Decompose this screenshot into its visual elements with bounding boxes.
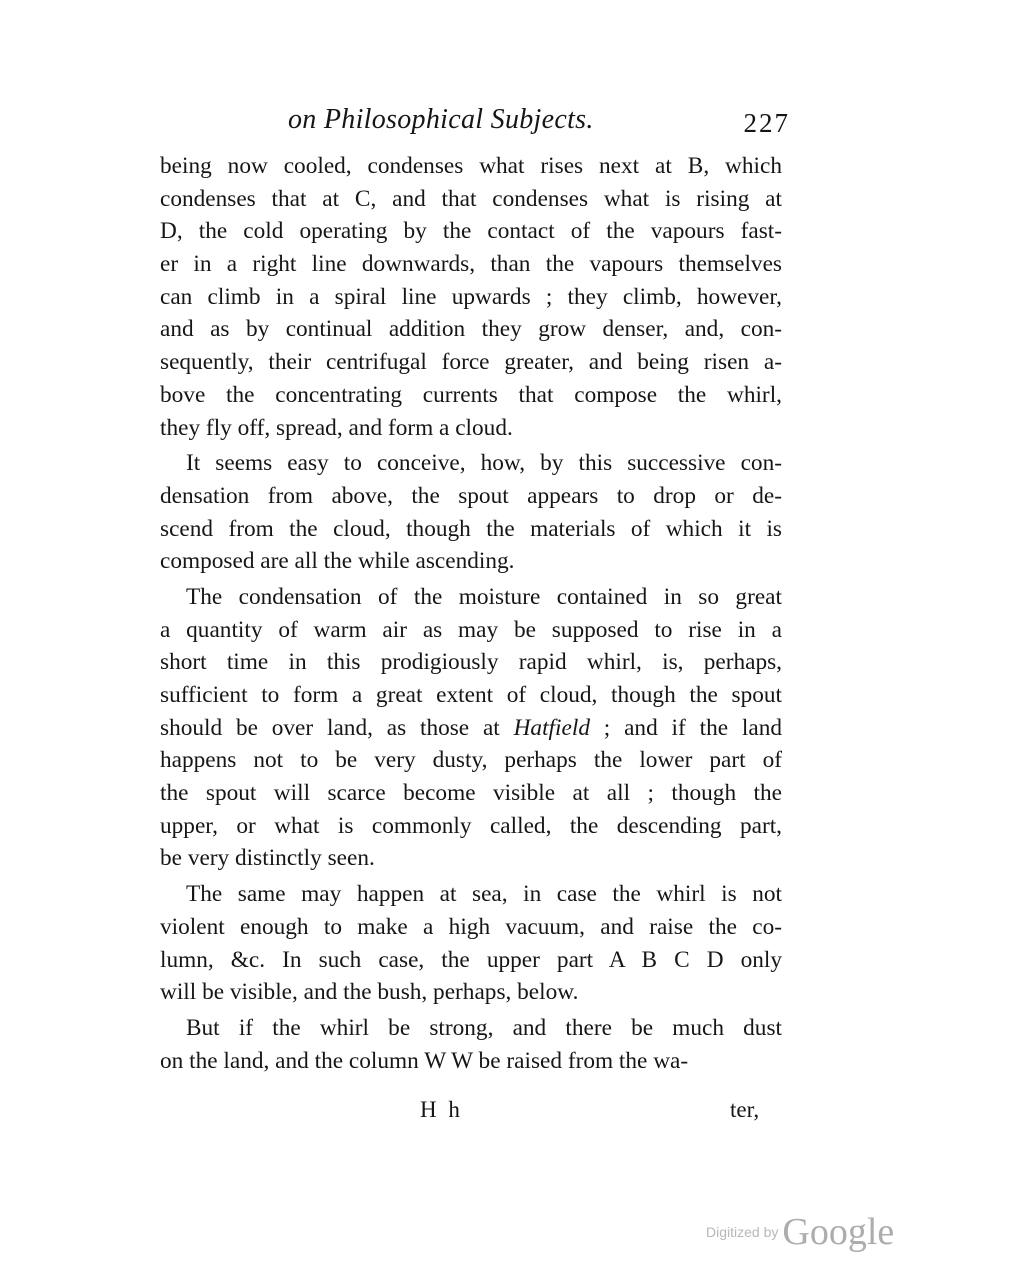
text-line: scend from the cloud, though the materials of which it is — [160, 515, 782, 542]
text-line: densation from above, the spout appears to drop or de- — [160, 482, 782, 509]
text-line: can climb in a spiral line upwards ; they climb, however, — [160, 283, 782, 310]
paragraph — [160, 1012, 782, 1077]
text-line: on the land, and the column W W be raised from the wa- — [160, 1047, 689, 1074]
watermark-prefix: Digitized by — [706, 1224, 779, 1240]
text-line: It seems easy to conceive, how, by this successive con- — [186, 450, 782, 477]
text-line: short time in this prodigiously rapid whirl, is, perhaps, — [160, 649, 782, 676]
text-line: er in a right line downwards, than the vapours themselves — [160, 251, 782, 278]
text-line: The condensation of the moisture contained in so great — [186, 583, 782, 610]
paragraph — [160, 150, 782, 444]
paragraph — [160, 581, 782, 875]
text-line: a quantity of warm air as may be supposed to rise in a — [160, 616, 782, 643]
text-line: they fly off, spread, and form a cloud. — [160, 414, 513, 441]
text-line: The same may happen at sea, in case the whirl is not — [186, 881, 782, 908]
running-title: on Philosophical Subjects. — [288, 104, 594, 135]
page-number: 227 — [743, 108, 790, 138]
text-line: happens not to be very dusty, perhaps the lower part of — [160, 747, 782, 774]
text-line: But if the whirl be strong, and there be much dust — [186, 1014, 782, 1041]
paragraph — [160, 878, 782, 1009]
text-line: composed are all the while ascending. — [160, 548, 515, 575]
text-line: bove the concentrating currents that compose the whirl, — [160, 381, 782, 408]
place-name: Hatfield — [513, 714, 590, 741]
text-line: sufficient to form a great extent of cloud, though the spout — [160, 682, 782, 708]
text-line: upper, or what is commonly called, the descending part, — [160, 812, 782, 839]
running-head — [160, 104, 790, 144]
digitized-by-google-watermark — [706, 1210, 894, 1254]
google-logo: Google — [782, 1211, 895, 1253]
paragraph — [160, 447, 782, 578]
body-text — [160, 150, 782, 1080]
text-line: violent enough to make a high vacuum, and raise the co- — [160, 913, 782, 940]
signature-mark: H h — [420, 1097, 463, 1122]
text-line: and as by continual addition they grow denser, and, con- — [160, 316, 782, 343]
text-line: being now cooled, condenses what rises next at B, which — [160, 153, 782, 179]
text-line: D, the cold operating by the contact of the vapours fast- — [160, 218, 782, 245]
text-line: be very distinctly seen. — [160, 845, 375, 872]
text-line: sequently, their centrifugal force greater, and being risen a- — [160, 349, 782, 376]
text-line: will be visible, and the bush, perhaps, below. — [160, 979, 579, 1006]
text-line: should be over land, as those at Hatfield ; and if the land — [160, 714, 782, 741]
text-line: lumn, &c. In such case, the upper part A B C D only — [160, 946, 782, 973]
text-line: condenses that at C, and that condenses what is rising at — [160, 185, 782, 212]
text-line: the spout will scarce become visible at all ; though the — [160, 780, 782, 807]
catchword: ter, — [730, 1097, 760, 1122]
